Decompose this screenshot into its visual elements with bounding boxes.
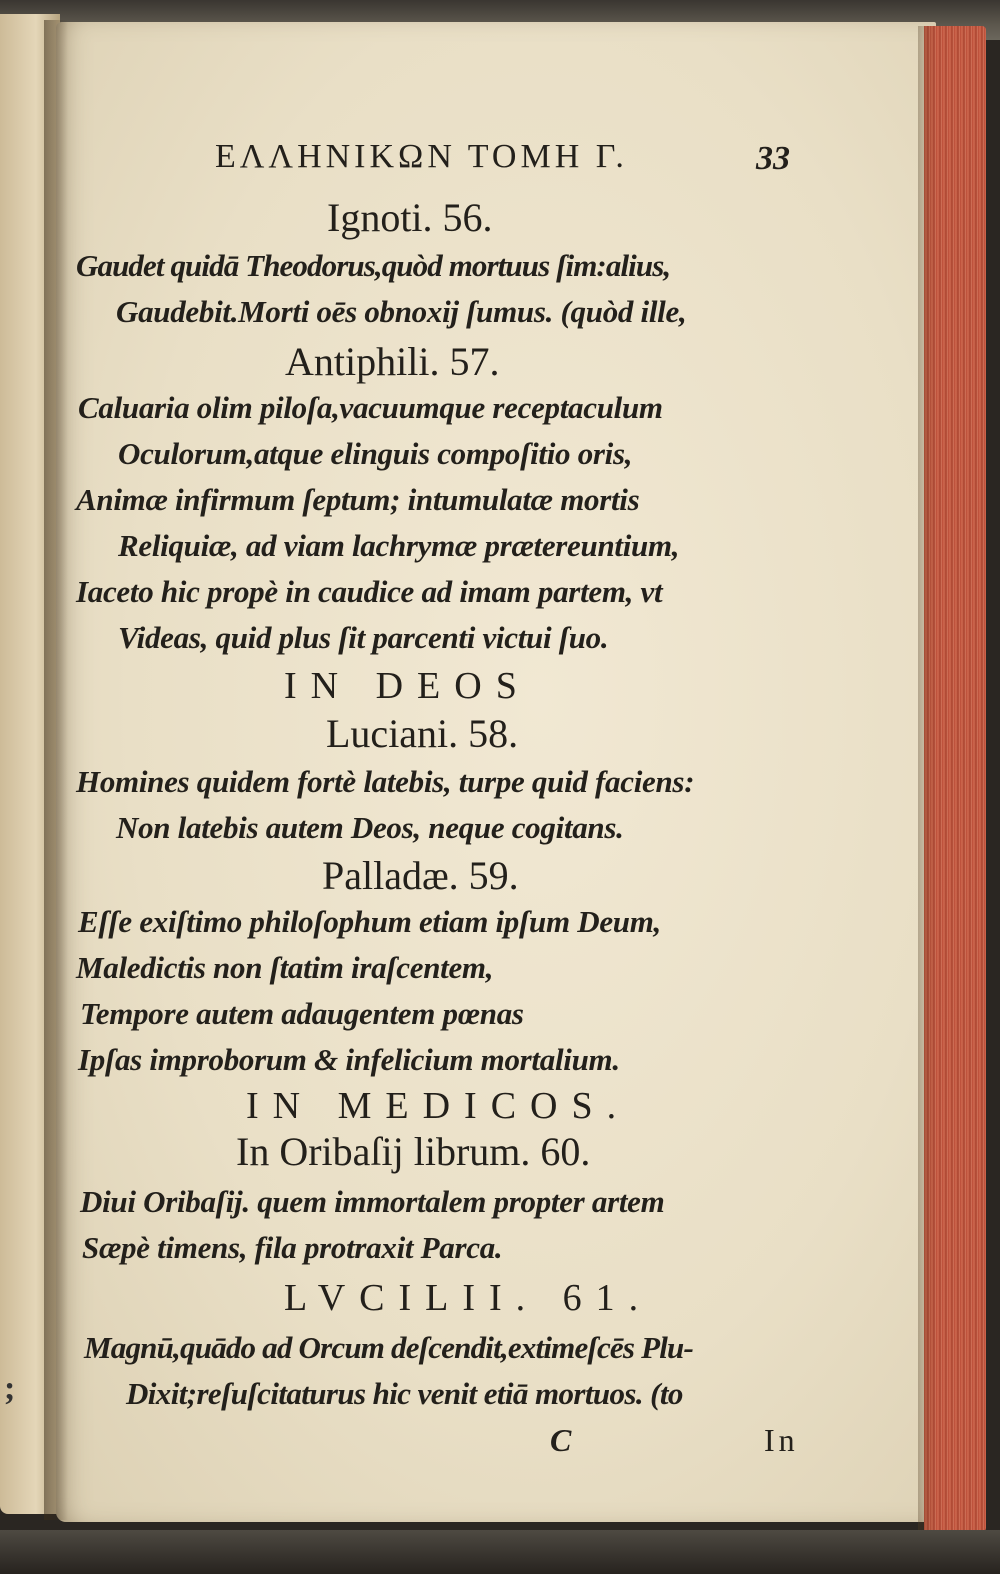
verse-line: Oculorum,atque elinguis compoſitio oris,: [118, 436, 633, 471]
verse-line: Tempore autem adaugentem pœnas: [80, 996, 524, 1031]
catchword: In: [764, 1422, 799, 1458]
facing-page-mark: ;: [4, 1370, 16, 1407]
verse-line: Animæ infirmum ſeptum; intumulatæ mortis: [76, 482, 640, 517]
section-heading: IN MEDICOS.: [246, 1085, 631, 1127]
epigram-heading: In Oribaſij librum. 60.: [236, 1129, 591, 1174]
epigram-heading: Palladæ. 59.: [322, 853, 519, 898]
verse-line: Eſſe exiſtimo philoſophum etiam ipſum Deum,: [78, 904, 661, 939]
verse-line: Diui Oribaſij. quem immortalem propter artem: [80, 1184, 665, 1219]
running-head: ΕΛΛΗΝΙΚΩΝ ΤΟΜΗ Γ.: [215, 138, 628, 175]
verse-line: Caluaria olim piloſa,vacuumque receptaculum: [78, 390, 663, 425]
page-gutter-shadow: [44, 20, 68, 1520]
page-number: 33: [756, 140, 790, 177]
verse-line: Dixit;reſuſcitaturus hic venit etiā mortuos. (to: [126, 1376, 683, 1411]
printer-signature: C: [550, 1422, 572, 1458]
verse-line: Homines quidem fortè latebis, turpe quid faciens:: [76, 764, 695, 799]
book-cover-bottom: [0, 1530, 1000, 1574]
verse-line: Iaceto hic propè in caudice ad imam partem, vt: [76, 574, 663, 609]
verse-line: Ipſas improborum & infelicium mortalium.: [78, 1042, 620, 1077]
verse-line: Magnū,quādo ad Orcum deſcendit,extimeſcēs Plu-: [84, 1330, 693, 1365]
verse-line: Reliquiæ, ad viam lachrymæ prætereuntium,: [118, 528, 680, 563]
section-heading: LVCILII. 61.: [284, 1277, 653, 1319]
epigram-heading: Ignoti. 56.: [327, 195, 493, 240]
verse-line: Gaudebit.Morti oēs obnoxij ſumus. (quòd ille,: [116, 294, 687, 329]
verse-line: Non latebis autem Deos, neque cogitans.: [116, 810, 624, 845]
epigram-heading: Antiphili. 57.: [285, 339, 500, 384]
epigram-heading: Luciani. 58.: [326, 711, 519, 756]
verse-line: Videas, quid plus ſit parcenti victui ſuo.: [118, 620, 609, 655]
verse-line: Maledictis non ſtatim iraſcentem,: [76, 950, 494, 985]
verse-line: Sæpè timens, fila protraxit Parca.: [82, 1230, 503, 1265]
verse-line: Gaudet quidā Theodorus,quòd mortuus ſim:alius,: [76, 248, 671, 283]
section-heading: IN DEOS: [284, 665, 531, 707]
fore-edge-shadow: [918, 26, 936, 1532]
